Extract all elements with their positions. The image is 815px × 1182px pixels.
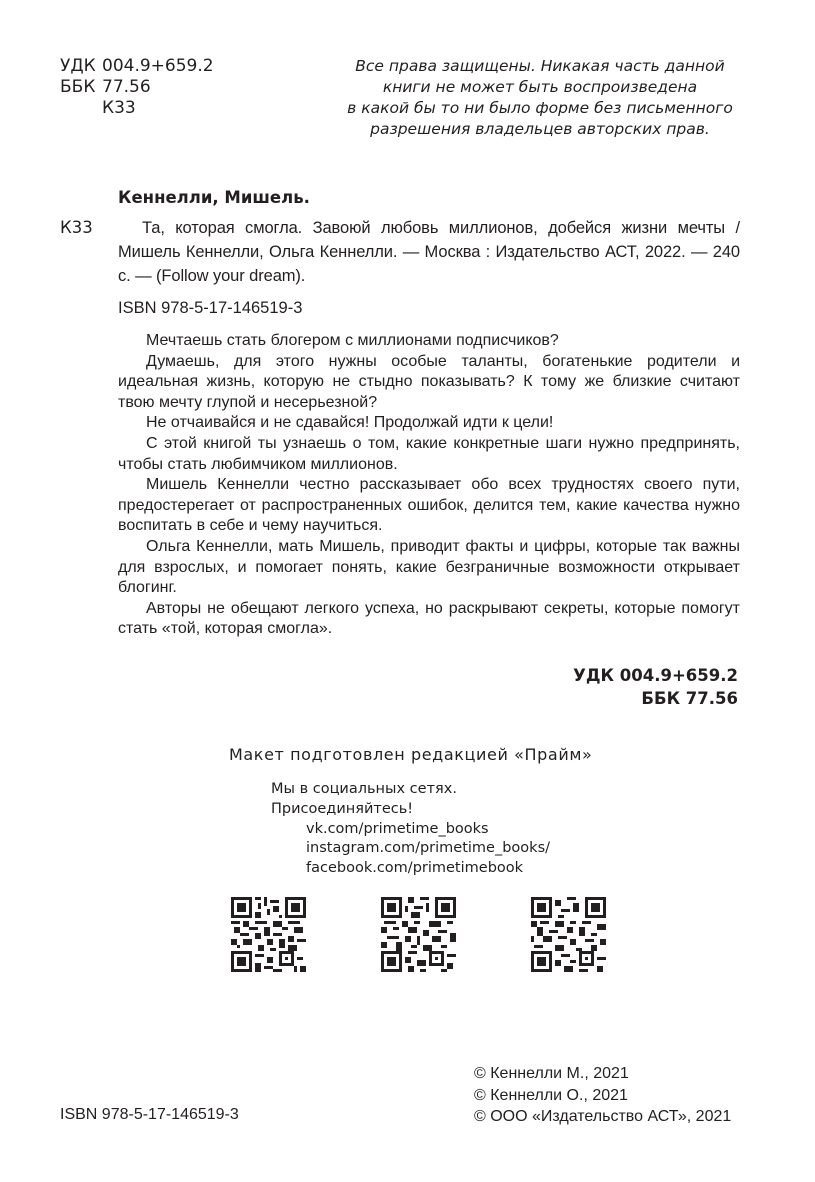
copyright-line: © Кеннелли О., 2021 (474, 1086, 628, 1104)
layout-credit: Макет подготовлен редакцией «Прайм» (229, 745, 593, 764)
bbk-bottom: ББК 77.56 (641, 689, 738, 708)
social-join: Присоединяйтесь! (271, 800, 414, 817)
social-heading: Мы в социальных сетях. (271, 781, 457, 797)
author-heading: Кеннелли, Мишель. (118, 188, 310, 207)
udk-label: УДК (60, 56, 96, 76)
rights-line: в какой бы то ни было форме без письменного (347, 99, 733, 117)
bbk-label: ББК (60, 77, 96, 97)
facebook-qr-code[interactable] (531, 897, 606, 972)
annotation (118, 331, 740, 640)
copyright-line: © ООО «Издательство АСТ», 2021 (474, 1108, 732, 1125)
annotation-paragraph: Авторы не обещают легкого успеха, но раскрывают секреты, которые помогут стать «той, которая смогла». (118, 599, 740, 638)
annotation-paragraph: Мечтаешь стать блогером с миллионами подписчиков? (146, 332, 559, 349)
copyright-line: © Кеннелли М., 2021 (474, 1065, 629, 1082)
annotation-paragraph: Не отчаивайся и не сдавайся! Продолжай идти к цели! (146, 414, 554, 432)
bib-author-mark: К33 (60, 218, 93, 237)
classification-bottom (573, 664, 738, 710)
bibliographic-description: Та, которая смогла. Завоюй любовь миллионов, добейся жизни мечты / Мишель Кеннелли, Ольга Кеннелли. — Москва : Издательство АСТ, 2022. — 240 с. — (Follow your dream). (118, 219, 740, 285)
isbn-top: ISBN 978-5-17-146519-3 (118, 299, 303, 317)
copyright-block (474, 1063, 731, 1128)
rights-line: разрешения владельцев авторских прав. (370, 120, 710, 138)
rights-line: Все права защищены. Никакая часть данной (355, 57, 725, 75)
catalog-block (60, 56, 214, 119)
udk-bottom: УДК 004.9+659.2 (573, 666, 738, 685)
social-block (271, 780, 550, 879)
author-mark: К33 (102, 98, 136, 118)
rights-notice (335, 56, 745, 140)
annotation-paragraph: Думаешь, для этого нужны особые таланты, богатенькие родители и идеальная жизнь, которую не стыдно показывать? К тому же близкие считают твою мечту глупой и несерьезной? (118, 352, 740, 411)
annotation-paragraph: Ольга Кеннелли, мать Мишель, приводит факты и цифры, которые так важны для взрослых, и помогает понять, какие безграничные возможности открывает блогинг. (118, 537, 740, 597)
isbn-bottom: ISBN 978-5-17-146519-3 (60, 1106, 239, 1123)
instagram-link[interactable]: instagram.com/primetime_books/ (306, 840, 551, 857)
vk-link[interactable]: vk.com/primetime_books (306, 820, 489, 837)
annotation-paragraph: С этой книгой ты узнаешь о том, какие конкретные шаги нужно предпринять, чтобы стать любимчиком миллионов. (118, 434, 740, 473)
annotation-paragraph: Мишель Кеннелли честно рассказывает обо всех трудностях своего пути, предостерегает от распространенных ошибок, делится тем, какие качества нужно воспитать в себе и чему научиться. (118, 476, 740, 535)
bbk-value: 77.56 (102, 77, 151, 97)
facebook-link[interactable]: facebook.com/primetimebook (306, 860, 524, 877)
udk-value: 004.9+659.2 (102, 56, 214, 76)
rights-line: книги не может быть воспроизведена (382, 78, 698, 96)
vk-qr-code[interactable] (231, 897, 306, 972)
instagram-qr-code[interactable] (381, 897, 456, 972)
